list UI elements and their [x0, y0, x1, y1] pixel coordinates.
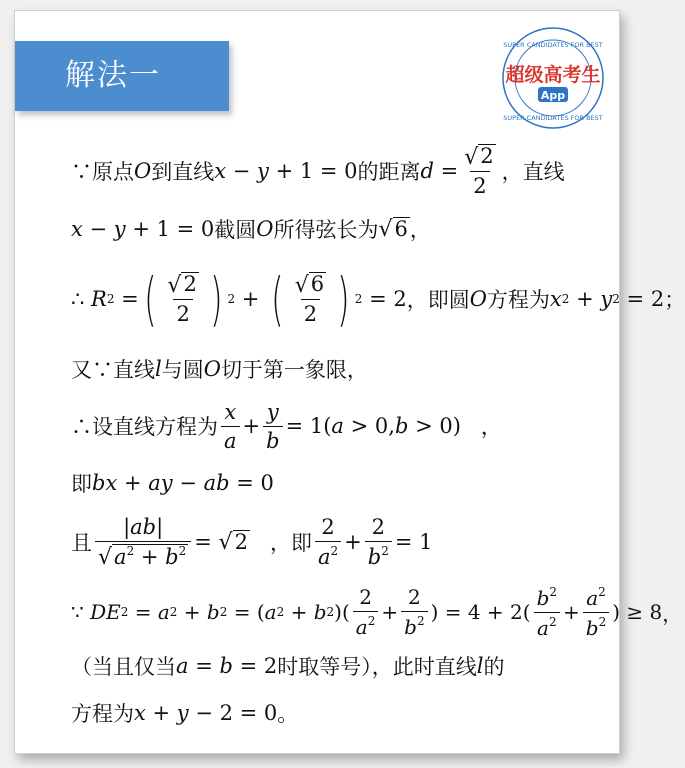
solution-line-4: 又∵直线 l 与圆 O 切于第一象限， — [71, 357, 368, 382]
solution-line-5: ∴设直线方程为 $\frac{x}{a}$ + $\frac{y}{b}$ = 1( a > 0, b > 0) ， — [71, 399, 502, 453]
logo-app-text: App — [540, 89, 566, 102]
logo-top-text: SUPER CANDIDATES FOR BEST — [503, 41, 603, 49]
solution-line-10: 方程为 x + y − 2 = 0 。 — [71, 701, 299, 726]
solution-line-7: 且 |ab| √ $a^2 + b^2$ = √ 2 ，即 $\frac{2}{a^2}$ + $\frac{2}{b^2}$ = 1 — [71, 514, 433, 571]
logo-brand-text: 超级高考生 — [505, 64, 601, 86]
solution-line-6: 即 bx + ay − ab = 0 — [71, 471, 274, 496]
solution-line-2: x − y + 1 = 0 截圆 O 所得弦长为 √ 6 ， — [71, 216, 431, 243]
brand-logo — [500, 25, 606, 131]
solution-card — [14, 10, 685, 754]
solution-line-8: ∵ DE 2 = a 2 + b 2 = ( a 2 + b 2 )( $\frac{2}{a^2}$ + $\frac{2}{b^2}$ ) = 4 + 2( $\frac{b^2}{a^2}$ + $\frac{a^2}{b^2}$ ) ≥ 8 ， — [71, 584, 683, 640]
logo-bottom-text: SUPER CANDIDATES FOR BEST — [503, 114, 603, 122]
solution-line-3: ∴ R 2 = ( √ 2 2 ) 2 + ( √ 6 2 ) 2 = 2 ，即圆 O 方程为 x 2 + y 2 = 2 ； — [71, 265, 685, 333]
solution-line-9: （当且仅当 a = b = 2 时取等号），此时直线 l 的 — [71, 654, 505, 679]
method-title: 解法一 — [15, 41, 229, 111]
solution-line-1: ∵原点 O 到直线 x − y + 1 = 0 的距离 d = √ 2 2 ，直线 — [71, 144, 565, 198]
